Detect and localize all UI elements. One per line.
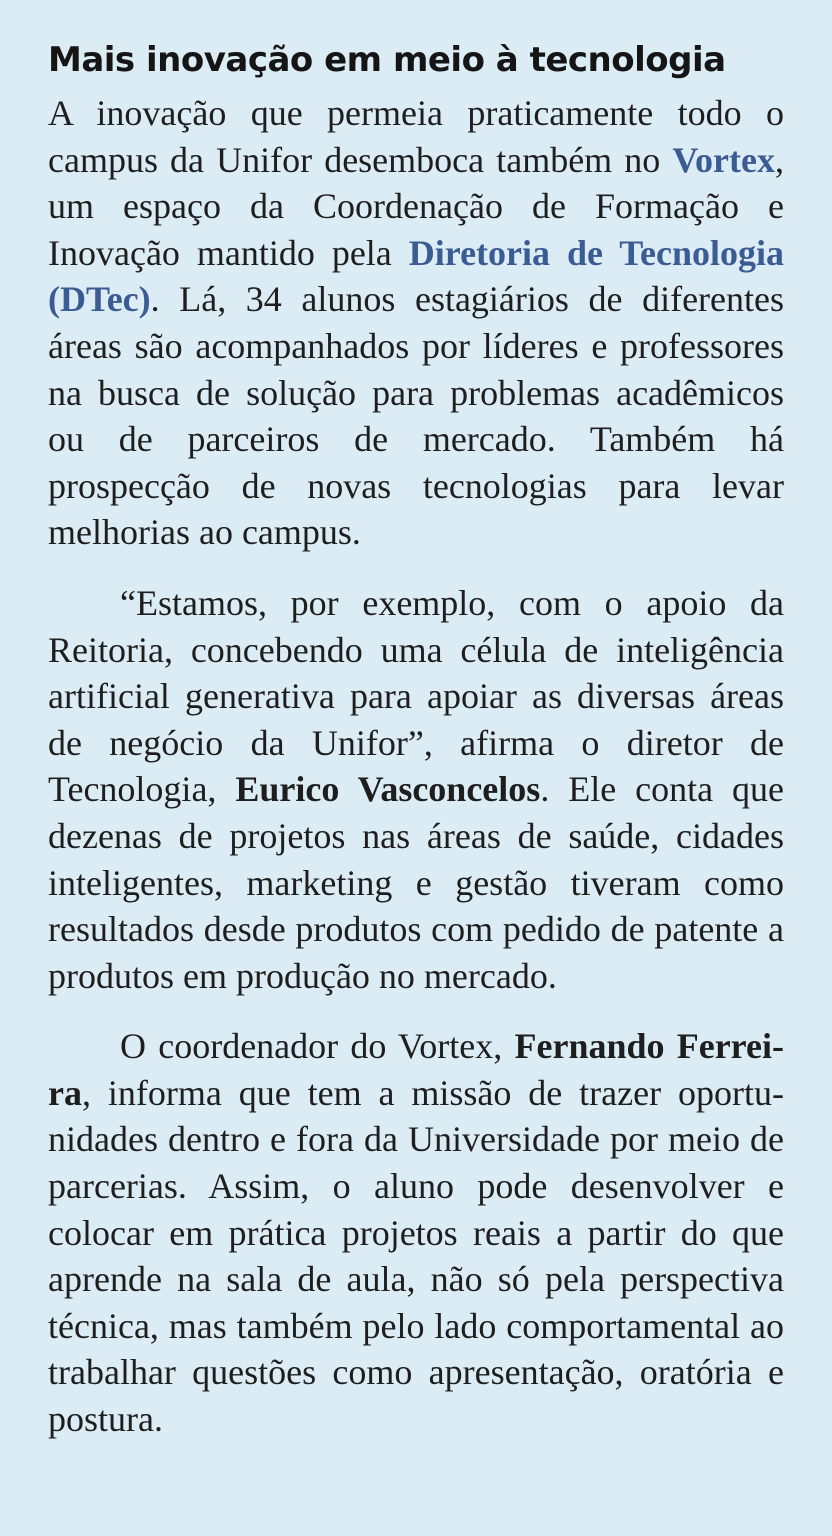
article-title: Mais inovação em meio à tecnologia — [48, 40, 726, 80]
p2-text-2: . Ele conta que dezenas de projetos nas áreas de saúde, cidades inteligentes, marketing e gestão tiveram como resultados desde produtos com pedido de patente a produtos em produção no mercado. — [48, 769, 785, 996]
eurico-name: Eurico Vasconcelos — [235, 769, 541, 810]
p1-text-3: . Lá, 34 alunos estagiários de diferentes áreas são acompanhados por líderes e professores na busca de solução para problemas acadêmicos ou de parceiros de mercado. Também há prospecção de novas tecnologias para levar melhorias ao campus. — [48, 279, 784, 553]
paragraph-2 — [48, 580, 784, 999]
dtec-highlight: Diretoria de Tecnologia (DTec) — [48, 232, 784, 320]
p2-text-1: “Estamos, por exemplo, com o apoio da Reitoria, concebendo uma célula de inteligência artificial generativa para apoiar as diversas áreas de negócio da Unifor”, afirma o diretor de Tecnologia, — [48, 582, 784, 810]
paragraph-1 — [48, 90, 784, 556]
p1-text-1: A inovação que permeia praticamente todo o campus da Unifor desemboca também no — [48, 93, 784, 180]
p3-text-1: O coordenador do Vortex, — [120, 1026, 515, 1067]
fernando-name: Fernando Ferreira — [48, 1026, 784, 1113]
p3-text-2: , informa que tem a missão de trazer oportunidades dentro e fora da Universidade por meio de parcerias. Assim, o aluno pode desenvolver e colocar em prática projetos reais a partir do que aprende na sala de aula, não só pela perspectiva técnica, mas também pelo lado comportamental ao trabalhar questões como apresentação, oratória e postura. — [48, 1072, 784, 1440]
p1-text-2: , um espaço da Coordenação de Formação e Inovação mantido pela — [48, 139, 784, 273]
paragraph-3 — [48, 1023, 784, 1442]
vortex-highlight: Vortex — [672, 139, 775, 180]
